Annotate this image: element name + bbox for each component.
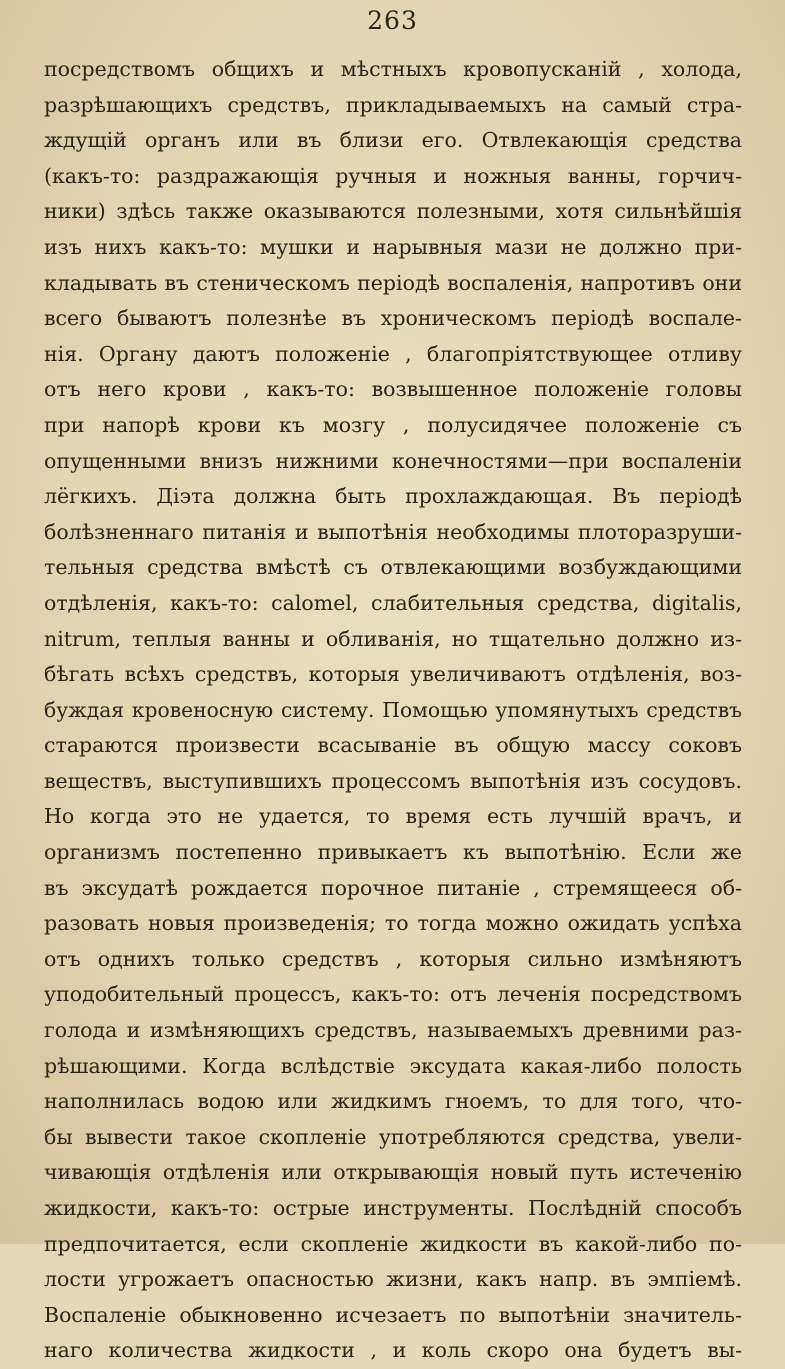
text-line: организмъ постепенно привыкаетъ къ выпотѣнію. Если же bbox=[44, 840, 742, 865]
text-line: бѣгать всѣхъ средствъ, которыя увеличиваютъ отдѣленія, воз- bbox=[44, 662, 742, 687]
text-line: уподобительный процессъ, какъ-то: отъ леченія посредствомъ bbox=[44, 982, 742, 1007]
text-line: Но когда это не удается, то время есть лучшій врачъ, и bbox=[44, 804, 742, 829]
text-line: болѣзненнаго питанія и выпотѣнія необходимы плоторазруши- bbox=[44, 519, 742, 544]
text-line: лёгкихъ. Діэта должна быть прохлаждающая. Въ періодѣ bbox=[44, 484, 742, 509]
text-line: отъ него крови , какъ-то: возвышенное положеніе головы bbox=[44, 377, 742, 402]
text-line: отъ однихъ только средствъ , которыя сильно измѣняютъ bbox=[44, 946, 742, 971]
text-line: изъ нихъ какъ-то: мушки и нарывныя мази не должно при- bbox=[44, 234, 742, 259]
text-line: опущенными внизъ нижними конечностями—при воспаленіи bbox=[44, 448, 742, 473]
text-line: nitrum, теплыя ванны и обливанія, но тщательно должно из- bbox=[44, 626, 742, 651]
text-line: посредствомъ общихъ и мѣстныхъ кровопусканій , холода, bbox=[44, 57, 742, 81]
text-line: чивающія отдѣленія или открывающія новый путь истеченію bbox=[44, 1160, 742, 1185]
text-line: голода и измѣняющихъ средствъ, называемыхъ древними раз- bbox=[44, 1018, 742, 1043]
text-line: стараются произвести всасываніе въ общую массу соковъ bbox=[44, 733, 742, 758]
text-line: жидкости, какъ-то: острые инструменты. Послѣдній способъ bbox=[44, 1196, 742, 1220]
text-line: бы вывести такое скопленіе употребляются средства, увели- bbox=[44, 1124, 742, 1149]
text-line: Воспаленіе обыкновенно исчезаетъ по выпотѣніи значитель- bbox=[44, 1302, 742, 1327]
text-line: буждая кровеносную систему. Помощью упомянутыхъ средствъ bbox=[44, 697, 742, 722]
text-line: предпочитается, если скопленіе жидкости въ какой-либо по- bbox=[44, 1231, 742, 1256]
text-line: наго количества жидкости , и коль скоро она будетъ вы- bbox=[44, 1338, 742, 1363]
text-line: всего бываютъ полезнѣе въ хроническомъ періодѣ воспале- bbox=[44, 306, 742, 331]
text-line: разовать новыя произведенія; то тогда можно ожидать успѣха bbox=[44, 911, 742, 936]
text-line: разрѣшающихъ средствъ, прикладываемыхъ на самый стра- bbox=[44, 92, 742, 117]
text-line: наполнилась водою или жидкимъ гноемъ, то для того, что- bbox=[44, 1089, 742, 1114]
text-line: отдѣленія, какъ-то: calomel, слабительныя средства, digitalis, bbox=[44, 590, 742, 615]
text-line: нія. Органу даютъ положеніе , благопріятствующее отливу bbox=[44, 341, 742, 366]
text-line: веществъ, выступившихъ процессомъ выпотѣнія изъ сосудовъ. bbox=[44, 768, 742, 793]
text-line: (какъ-то: раздражающія ручныя и ножныя ванны, горчич- bbox=[44, 163, 742, 188]
text-line: кладывать въ стеническомъ періодѣ воспаленія, напротивъ они bbox=[44, 270, 742, 295]
body-text bbox=[44, 52, 742, 1369]
text-line: въ эксудатѣ рождается порочное питаніе , стремящееся об- bbox=[44, 875, 742, 900]
text-line: ждущій органъ или въ близи его. Отвлекающія средства bbox=[44, 128, 742, 153]
text-line: рѣшающими. Когда вслѣдствіе эксудата какая-либо полость bbox=[44, 1053, 742, 1078]
text-line: лости угрожаетъ опасностью жизни, какъ напр. въ эмпіемѣ. bbox=[44, 1267, 742, 1292]
text-line: при напорѣ крови къ мозгу , полусидячее положеніе съ bbox=[44, 412, 742, 437]
text-line: тельныя средства вмѣстѣ съ отвлекающими возбуждающими bbox=[44, 555, 742, 580]
text-line: ники) здѣсь также оказываются полезными, хотя сильнѣйшія bbox=[44, 199, 742, 224]
page-number: 263 bbox=[367, 6, 418, 35]
